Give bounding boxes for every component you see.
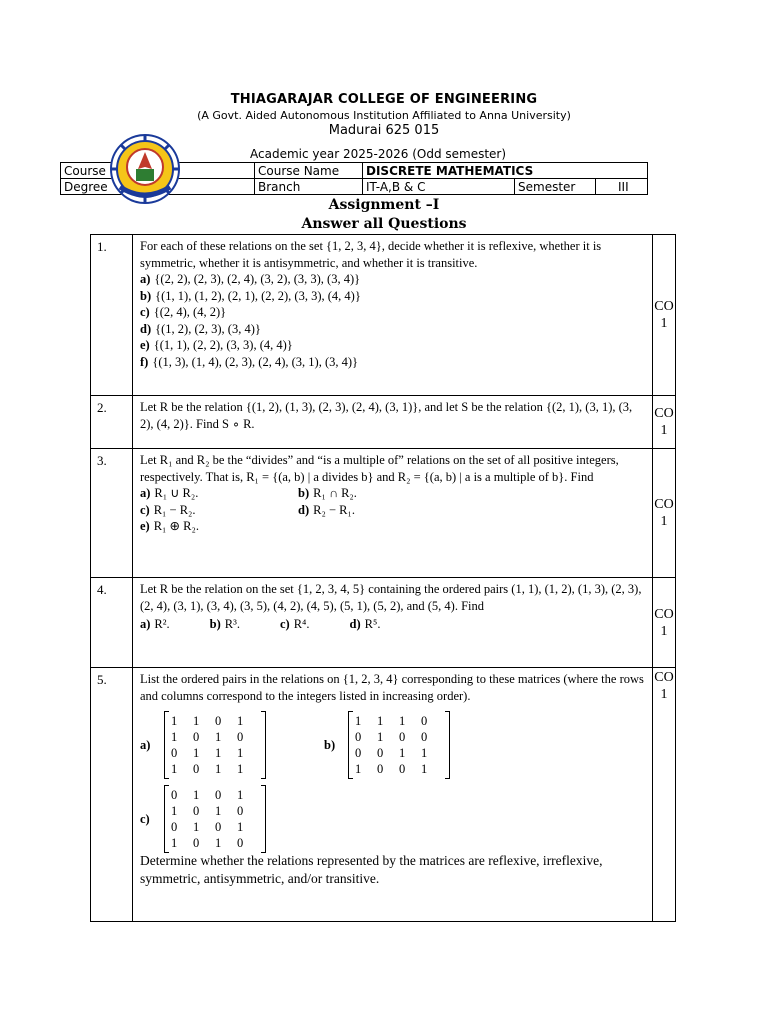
matrix-cell: 1 bbox=[399, 746, 406, 760]
options-grid bbox=[140, 485, 646, 535]
matrix-cell: 1 bbox=[171, 836, 178, 850]
matrix-cell: 1 bbox=[171, 714, 178, 728]
matrix-cell: 0 bbox=[215, 714, 222, 728]
question-body bbox=[133, 449, 653, 578]
option-e: e) {(1, 1), (2, 2), (3, 3), (4, 4)} bbox=[140, 338, 293, 352]
matrix-cell: 0 bbox=[215, 788, 222, 802]
matrix-cell: 1 bbox=[193, 820, 200, 834]
matrix-cell: 1 bbox=[237, 714, 244, 728]
question-row bbox=[91, 449, 676, 578]
matrix-cell: 0 bbox=[193, 762, 200, 776]
matrix-a bbox=[164, 712, 266, 778]
option-b: b) R₁ ∩ R₂. bbox=[298, 486, 357, 500]
matrix-row bbox=[355, 713, 443, 729]
option-c: c) R⁴. bbox=[279, 617, 310, 631]
academic-year: Academic year 2025-2026 (Odd semester) bbox=[250, 147, 507, 161]
matrix-cell: 1 bbox=[215, 746, 222, 760]
matrix-cell: 1 bbox=[355, 762, 362, 776]
matrix-cell: 1 bbox=[171, 762, 178, 776]
course-outcome: CO 1 bbox=[653, 449, 676, 578]
question-text: Let R₁ and R₂ be the “divides” and “is a multiple of” relations on the set of all positive integers, respectively. That is, R₁ = {(a, b) | a divides b} and R₂ = {(a, b) | a is a multiple of b}. Find bbox=[140, 453, 619, 484]
option-a: a) R². bbox=[140, 617, 170, 631]
matrix-cell: 0 bbox=[399, 762, 406, 776]
course-outcome: CO 1 bbox=[653, 235, 676, 396]
matrix-row bbox=[171, 787, 259, 803]
option-d: d) R₂ − R₁. bbox=[298, 502, 355, 517]
option-e: e) R₁ ⊕ R₂. bbox=[140, 519, 199, 533]
matrix-cell: 0 bbox=[193, 836, 200, 850]
option-d: d) R⁵. bbox=[349, 617, 381, 631]
college-logo-icon bbox=[106, 133, 184, 205]
matrix-cell: 0 bbox=[237, 730, 244, 744]
matrix-row bbox=[171, 835, 259, 851]
matrix-cell: 0 bbox=[215, 820, 222, 834]
matrix-cell: 1 bbox=[171, 730, 178, 744]
matrix-row bbox=[355, 745, 443, 761]
matrix-c bbox=[164, 786, 266, 852]
matrix-cell: 1 bbox=[215, 836, 222, 850]
matrix-c-wrap bbox=[140, 786, 266, 852]
college-subtitle: (A Govt. Aided Autonomous Institution Affiliated to Anna University) bbox=[197, 109, 571, 122]
option-b: b) {(1, 1), (1, 2), (2, 1), (2, 2), (3, 3), (4, 4)} bbox=[140, 288, 361, 303]
question-number: 5. bbox=[91, 668, 133, 922]
college-name: THIAGARAJAR COLLEGE OF ENGINEERING bbox=[230, 92, 538, 107]
matrix-cell: 1 bbox=[193, 788, 200, 802]
course-name: DISCRETE MATHEMATICS bbox=[363, 163, 648, 179]
matrix-cell: 0 bbox=[421, 714, 428, 728]
question-number: 4. bbox=[91, 578, 133, 668]
matrix-cell: 1 bbox=[237, 762, 244, 776]
options-row bbox=[140, 616, 646, 633]
matrix-a-label: a) bbox=[140, 737, 151, 752]
matrix-cell: 1 bbox=[237, 746, 244, 760]
questions-table bbox=[90, 234, 676, 922]
matrix-cell: 0 bbox=[171, 788, 178, 802]
matrix-b bbox=[348, 712, 450, 778]
assignment-instruction: Answer all Questions bbox=[301, 216, 467, 232]
option-c: c) {(2, 4), (4, 2)} bbox=[140, 305, 227, 319]
option-a: a) R₁ ∪ R₂. bbox=[140, 486, 199, 500]
question-number: 3. bbox=[91, 449, 133, 578]
degree-label: Degree bbox=[61, 179, 128, 195]
matrix-row bbox=[171, 803, 259, 819]
matrix-row bbox=[171, 819, 259, 835]
matrix-cell: 1 bbox=[237, 820, 244, 834]
matrix-cell: 1 bbox=[215, 804, 222, 818]
question-row bbox=[91, 396, 676, 449]
branch-value: IT-A,B & C bbox=[363, 179, 515, 195]
matrix-row bbox=[171, 729, 259, 745]
matrix-cell: 0 bbox=[193, 804, 200, 818]
college-city: Madurai 625 015 bbox=[328, 123, 440, 138]
matrix-cell: 1 bbox=[215, 762, 222, 776]
matrix-cell: 0 bbox=[171, 746, 178, 760]
question-final-text: Determine whether the relations represented by the matrices are reflexive, irreflexive, symmetric, antisymmetric, and/or transitive. bbox=[140, 853, 603, 886]
question-row bbox=[91, 668, 676, 922]
matrix-cell: 0 bbox=[355, 730, 362, 744]
matrix-cell: 1 bbox=[421, 762, 428, 776]
semester-value: III bbox=[596, 179, 648, 195]
assignment-title: Assignment –I bbox=[328, 197, 440, 213]
matrix-cell: 1 bbox=[399, 714, 406, 728]
question-text: Let R be the relation on the set {1, 2, 3, 4, 5} containing the ordered pairs (1, 1), (1, 2), (1, 3), (2, 3), (2, 4), (3, 1), (3, 4), (3, 5), (4, 2), (4, 5), (5, 1), (5, 2), and (5, 4). Find bbox=[140, 582, 642, 613]
question-body bbox=[133, 235, 653, 396]
matrix-cell: 1 bbox=[193, 746, 200, 760]
question-row bbox=[91, 578, 676, 668]
matrix-cell: 0 bbox=[237, 804, 244, 818]
course-label: Course bbox=[61, 163, 128, 179]
course-name-label: Course Name bbox=[255, 163, 363, 179]
matrix-cell: 0 bbox=[377, 746, 384, 760]
matrix-row bbox=[355, 761, 443, 777]
course-outcome: CO 1 bbox=[653, 578, 676, 668]
course-outcome: CO 1 bbox=[653, 396, 676, 449]
matrix-row bbox=[171, 761, 259, 777]
question-row bbox=[91, 235, 676, 396]
matrix-cell: 0 bbox=[171, 820, 178, 834]
matrix-b-wrap bbox=[324, 712, 450, 778]
matrix-a-wrap bbox=[140, 712, 266, 778]
option-c: c) R₁ − R₂. bbox=[140, 502, 196, 517]
matrix-cell: 1 bbox=[237, 788, 244, 802]
matrix-cell: 1 bbox=[377, 714, 384, 728]
matrices-row bbox=[140, 786, 646, 852]
branch-label: Branch bbox=[255, 179, 363, 195]
question-text: For each of these relations on the set {1, 2, 3, 4}, decide whether it is reflexive, whether it is symmetric, whether it is antisymmetric, and whether it is transitive. bbox=[140, 239, 602, 270]
matrix-c-label: c) bbox=[140, 811, 150, 826]
question-body bbox=[133, 396, 653, 449]
option-d: d) {(1, 2), (2, 3), (3, 4)} bbox=[140, 321, 261, 336]
matrix-b-label: b) bbox=[324, 737, 336, 752]
question-number: 1. bbox=[91, 235, 133, 396]
matrix-row bbox=[171, 713, 259, 729]
matrix-row bbox=[355, 729, 443, 745]
question-text: Let R be the relation {(1, 2), (1, 3), (2, 3), (2, 4), (3, 1)}, and let S be the relation {(2, 1), (3, 1), (3, 2), (4, 2)}. Find S ∘ R. bbox=[140, 400, 633, 431]
matrix-row bbox=[171, 745, 259, 761]
matrices-row bbox=[140, 712, 646, 778]
matrix-cell: 1 bbox=[193, 714, 200, 728]
matrix-cell: 1 bbox=[171, 804, 178, 818]
matrix-cell: 1 bbox=[355, 714, 362, 728]
option-f: f) {(1, 3), (1, 4), (2, 3), (2, 4), (3, 1), (3, 4)} bbox=[140, 354, 359, 369]
semester-label: Semester bbox=[515, 179, 596, 195]
question-body bbox=[133, 578, 653, 668]
matrix-cell: 0 bbox=[377, 762, 384, 776]
matrix-cell: 1 bbox=[421, 746, 428, 760]
matrix-cell: 0 bbox=[421, 730, 428, 744]
course-outcome: CO 1 bbox=[653, 668, 676, 922]
question-text: List the ordered pairs in the relations on {1, 2, 3, 4} corresponding to these matrices (where the rows and columns correspond to the integers listed in increasing order). bbox=[140, 672, 644, 703]
question-body bbox=[133, 668, 653, 922]
matrix-cell: 1 bbox=[377, 730, 384, 744]
matrix-cell: 0 bbox=[237, 836, 244, 850]
matrix-cell: 0 bbox=[193, 730, 200, 744]
question-number: 2. bbox=[91, 396, 133, 449]
option-b: b) R³. bbox=[209, 617, 240, 631]
matrix-cell: 0 bbox=[399, 730, 406, 744]
option-a: a) {(2, 2), (2, 3), (2, 4), (3, 2), (3, 3), (3, 4)} bbox=[140, 272, 361, 286]
matrix-cell: 1 bbox=[215, 730, 222, 744]
matrix-cell: 0 bbox=[355, 746, 362, 760]
